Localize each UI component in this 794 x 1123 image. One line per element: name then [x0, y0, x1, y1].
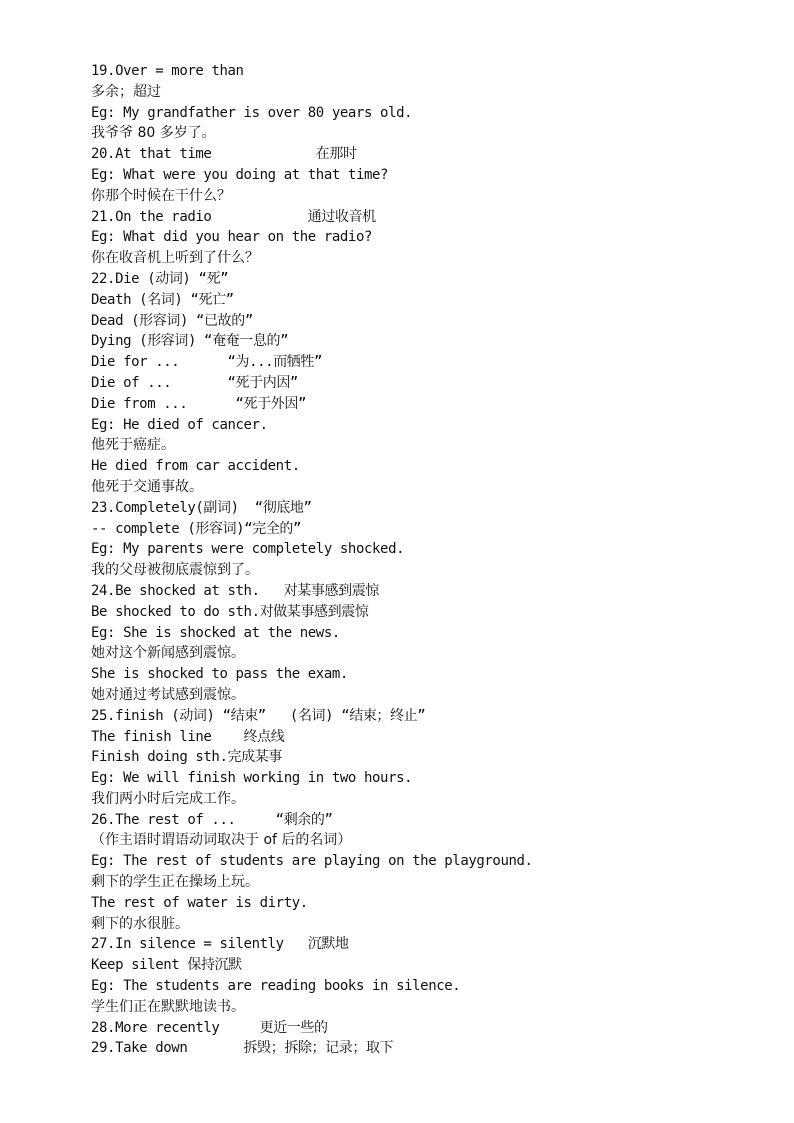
- text-line: Be shocked to do sth.对做某事感到震惊: [91, 603, 369, 620]
- text-line: Die for ... “为...而牺牲”: [91, 354, 323, 371]
- text-line: Eg: What were you doing at that time?: [91, 166, 389, 183]
- text-line: Eg: The rest of students are playing on the playground.: [91, 853, 533, 870]
- text-line: Eg: She is shocked at the news.: [91, 624, 340, 641]
- text-line: Die of ... “死于内因”: [91, 374, 298, 391]
- text-line: 我爷爷 80 多岁了。: [91, 125, 216, 142]
- text-line: -- complete (形容词)“完全的”: [91, 520, 302, 537]
- text-line: Keep silent 保持沉默: [91, 957, 242, 974]
- text-line: The rest of water is dirty.: [91, 894, 308, 911]
- text-line: 24.Be shocked at sth. 对某事感到震惊: [91, 582, 379, 599]
- text-line: 她对通过考试感到震惊。: [91, 686, 245, 703]
- text-line: Dead (形容词) “已故的”: [91, 312, 253, 329]
- text-line: 22.Die (动词) “死”: [91, 270, 229, 287]
- text-line: Eg: The students are reading books in silence.: [91, 978, 461, 995]
- text-line: She is shocked to pass the exam.: [91, 666, 348, 683]
- text-line: Die from ... “死于外因”: [91, 395, 306, 412]
- text-line: 27.In silence = silently 沉默地: [91, 936, 349, 953]
- text-line: 26.The rest of ... “剩余的”: [91, 811, 333, 828]
- text-line: 他死于癌症。: [91, 437, 175, 454]
- text-line: Eg: He died of cancer.: [91, 416, 268, 433]
- text-line: 20.At that time 在那时: [91, 146, 357, 163]
- text-line: 我们两小时后完成工作。: [91, 790, 245, 807]
- text-line: 19.Over = more than: [91, 63, 244, 79]
- text-line: The finish line 终点线: [91, 728, 285, 745]
- text-line: 23.Completely(副词) “彻底地”: [91, 499, 312, 516]
- text-line: Death (名词) “死亡”: [91, 291, 234, 308]
- text-line: Eg: What did you hear on the radio?: [91, 229, 373, 246]
- text-line: 学生们正在默默地读书。: [91, 998, 245, 1015]
- text-line: 我的父母被彻底震惊到了。: [91, 562, 259, 579]
- text-line: （作主语时谓语动词取决于 of 后的名词）: [91, 832, 352, 849]
- text-line: 21.On the radio 通过收音机: [91, 208, 376, 225]
- text-line: 你在收音机上听到了什么？: [91, 250, 259, 267]
- text-line: 他死于交通事故。: [91, 478, 203, 495]
- text-line: 25.finish (动词) “结束” (名词) “结束；终止”: [91, 707, 426, 724]
- text-line: Dying (形容词) “奄奄一息的”: [91, 333, 289, 350]
- text-line: 剩下的水很脏。: [91, 915, 189, 932]
- text-line: Finish doing sth.完成某事: [91, 749, 282, 766]
- text-line: Eg: We will finish working in two hours.: [91, 770, 413, 787]
- text-line: Eg: My parents were completely shocked.: [91, 541, 405, 558]
- text-line: 她对这个新闻感到震惊。: [91, 645, 245, 662]
- text-line: 28.More recently 更近一些的: [91, 1019, 328, 1036]
- text-line: 29.Take down 拆毁；拆除；记录；取下: [91, 1040, 394, 1057]
- document-body: [91, 61, 751, 1059]
- text-line: 剩下的学生正在操场上玩。: [91, 874, 259, 891]
- text-line: 多余；超过: [91, 83, 161, 100]
- text-line: Eg: My grandfather is over 80 years old.: [91, 104, 413, 121]
- text-line: 你那个时候在干什么？: [91, 187, 231, 204]
- text-line: He died from car accident.: [91, 458, 300, 475]
